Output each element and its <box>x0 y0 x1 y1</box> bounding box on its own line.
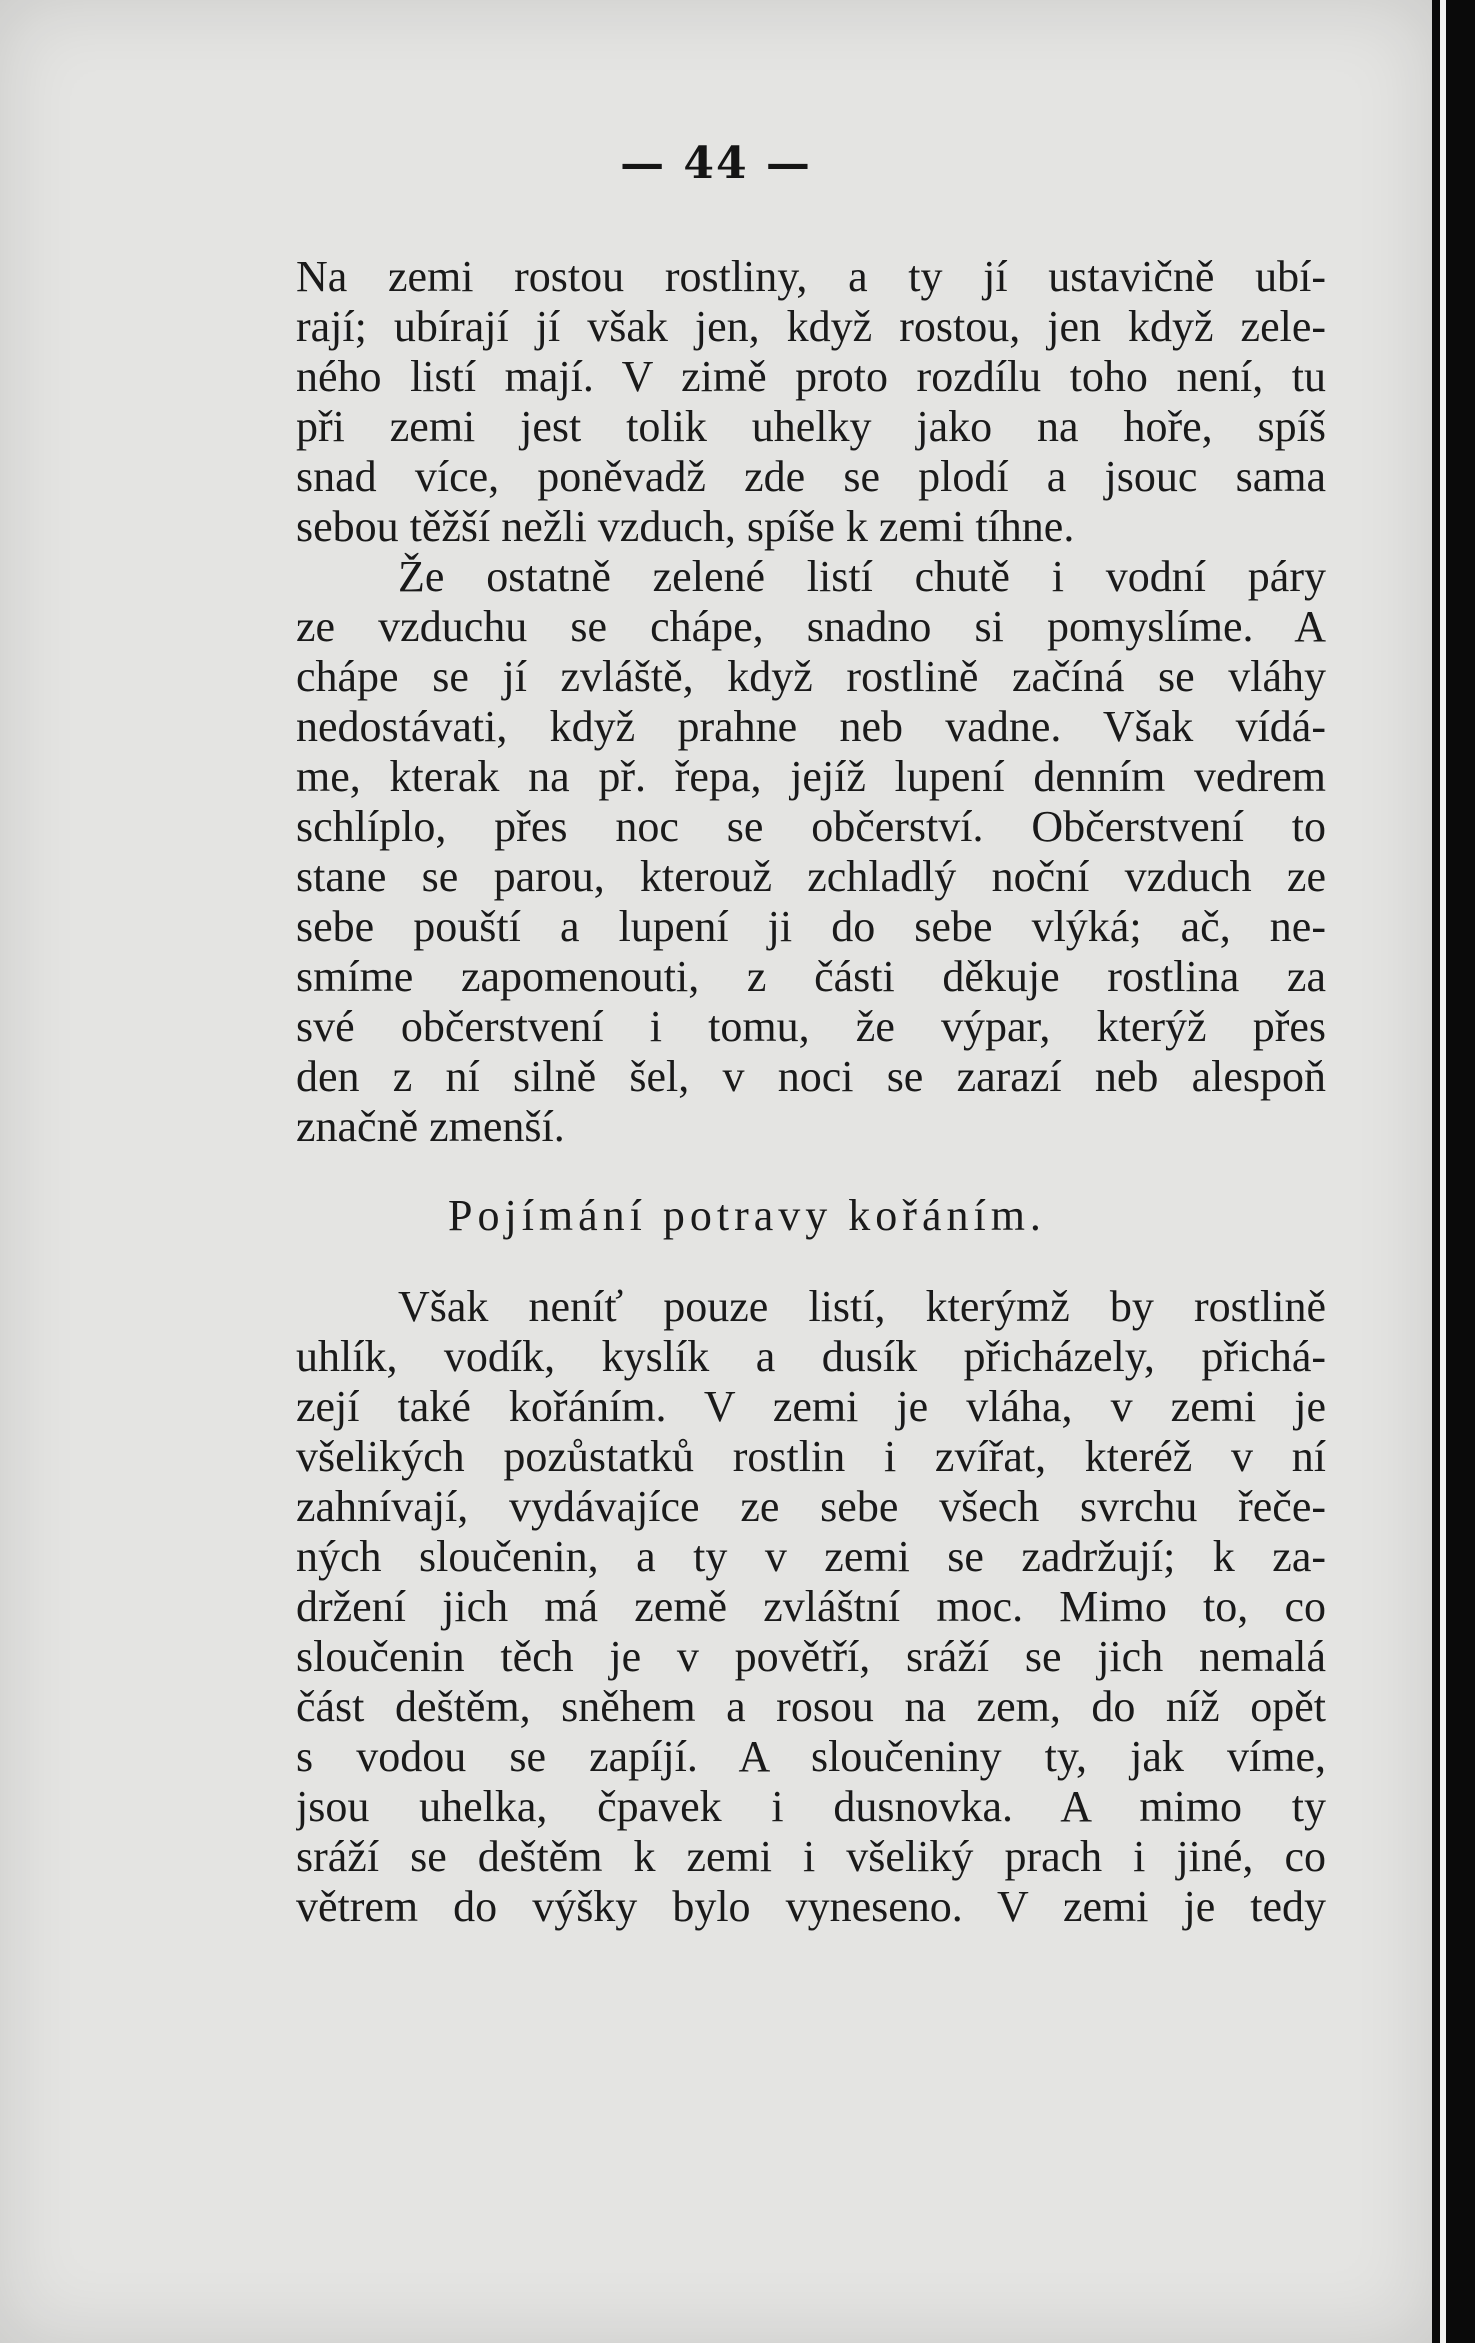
text-line: značně zmenší. <box>296 1102 565 1151</box>
text-line: s vodou se zapíjí. A sloučeniny ty, jak víme, <box>296 1732 1326 1781</box>
text-line: uhlík, vodík, kyslík a dusík přicházely, přichá- <box>296 1332 1326 1381</box>
text-line: zahnívají, vydávajíce ze sebe všech svrchu řeče- <box>296 1482 1326 1531</box>
text-line: me, kterak na př. řepa, jejíž lupení denním vedrem <box>296 752 1326 801</box>
text-line: jsou uhelka, čpavek i dusnovka. A mimo ty <box>296 1782 1326 1831</box>
text-line: snad více, poněvadž zde se plodí a jsouc sama <box>296 452 1326 501</box>
text-line: držení jich má země zvláštní moc. Mimo to, co <box>296 1582 1326 1631</box>
text-line: nedostávati, když prahne neb vadne. Však vídá- <box>296 702 1326 751</box>
text-line: rají; ubírají jí však jen, když rostou, jen když zele- <box>296 302 1326 351</box>
text-line: sráží se deštěm k zemi i všeliký prach i jiné, co <box>296 1832 1326 1881</box>
text-line: Však neníť pouze listí, kterýmž by rostlině <box>398 1282 1326 1331</box>
text-line: smíme zapomenouti, z části děkuje rostlina za <box>296 952 1326 1001</box>
text-line: schlíplo, přes noc se občerství. Občerstvení to <box>296 802 1326 851</box>
text-line: den z ní silně šel, v noci se zarazí neb alespoň <box>296 1052 1326 1101</box>
paragraph-2 <box>296 552 1326 1152</box>
page-edge <box>1440 0 1446 2343</box>
text-line: sebou těžší nežli vzduch, spíše k zemi tíhne. <box>296 502 1075 551</box>
text-line: při zemi jest tolik uhelky jako na hoře, spíš <box>296 402 1326 451</box>
text-line: Že ostatně zelené listí chutě i vodní páry <box>398 552 1326 601</box>
page-number: — 44 — <box>620 138 812 189</box>
paragraph-3 <box>296 1282 1326 1932</box>
text-line: sebe pouští a lupení ji do sebe vlýká; ač, ne- <box>296 902 1326 951</box>
text-line: ných sloučenin, a ty v zemi se zadržují; k za- <box>296 1532 1326 1581</box>
paragraph-1 <box>296 252 1326 552</box>
text-line: chápe se jí zvláště, když rostlině začíná se vláhy <box>296 652 1326 701</box>
text-line: stane se parou, kterouž zchladlý noční vzduch ze <box>296 852 1326 901</box>
text-block <box>296 252 1326 1932</box>
text-line: větrem do výšky bylo vyneseno. V zemi je tedy <box>296 1882 1326 1931</box>
book-spine-shadow <box>1432 0 1475 2343</box>
text-line: všelikých pozůstatků rostlin i zvířat, kteréž v ní <box>296 1432 1326 1481</box>
text-line: sloučenin těch je v povětří, sráží se jich nemalá <box>296 1632 1326 1681</box>
text-line: část deštěm, sněhem a rosou na zem, do níž opět <box>296 1682 1326 1731</box>
text-line: ze vzduchu se chápe, snadno si pomyslíme. A <box>296 602 1326 651</box>
section-heading: Pojímání potravy kořáním. <box>448 1191 1046 1240</box>
text-line: ného listí mají. V zimě proto rozdílu toho není, tu <box>296 352 1326 401</box>
text-line: své občerstvení i tomu, že výpar, kterýž přes <box>296 1002 1326 1051</box>
text-line: Na zemi rostou rostliny, a ty jí ustavičně ubí- <box>296 252 1326 301</box>
text-line: zejí také kořáním. V zemi je vláha, v zemi je <box>296 1382 1326 1431</box>
